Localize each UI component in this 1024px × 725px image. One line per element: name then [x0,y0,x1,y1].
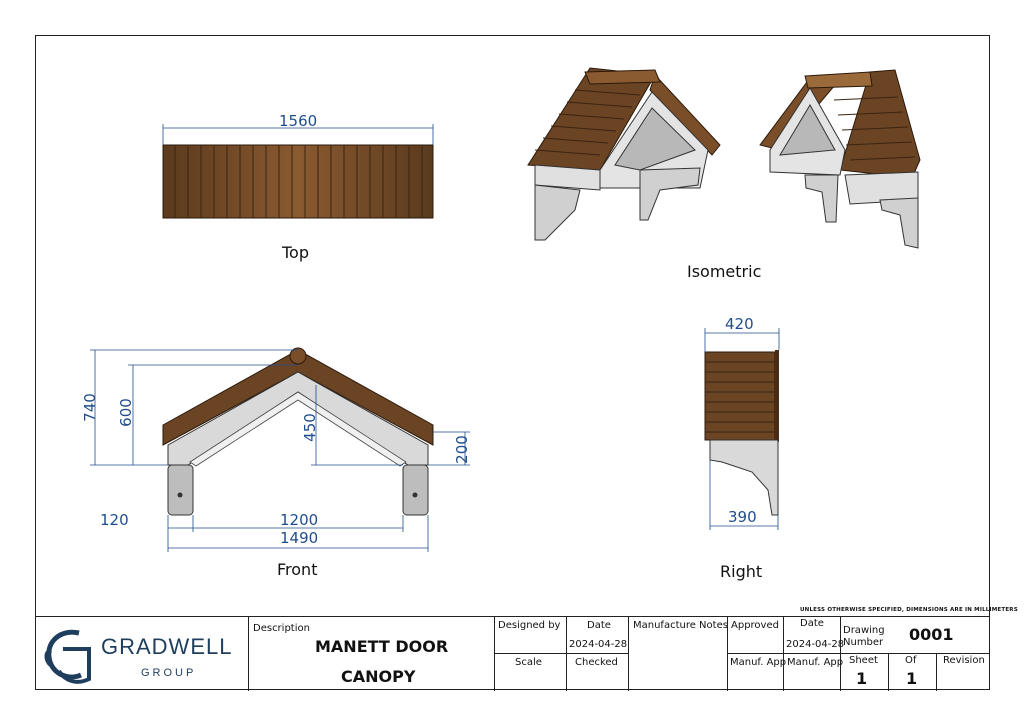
dim-front-height-total: 740 [80,393,99,422]
dim-right-bottom: 390 [728,508,757,526]
company-name: GRADWELL [101,634,233,659]
description-label: Description [253,623,310,634]
dim-front-span-outer: 1490 [280,529,319,547]
drawing-number-label: Drawing Number [843,625,885,648]
dim-right-top: 420 [725,315,754,333]
date-label: Date [587,620,611,631]
dim-front-leg: 120 [100,511,129,529]
right-view-label: Right [720,562,763,581]
dim-front-span-inner: 1200 [280,511,319,529]
manuf-app-label-2: Manuf. App [787,657,844,668]
units-note: UNLESS OTHERWISE SPECIFIED, DIMENSIONS ARE IN MILLIMETERS [800,607,1018,613]
sheet-cell [840,653,888,691]
dim-front-bracket: 200 [452,435,471,464]
manuf-app-label-1: Manuf. App [730,657,787,668]
front-view-label: Front [277,560,318,579]
isometric-view [528,68,920,248]
description-line1: MANETT DOOR [315,637,449,656]
top-view-label: Top [282,243,309,262]
dim-front-apex: 450 [300,413,319,442]
dim-top-width: 1560 [279,112,318,130]
manufacture-notes-cell [628,617,727,691]
right-view [705,328,779,530]
approved-label: Approved [731,620,779,631]
of-cell [888,653,936,691]
title-block [35,616,990,690]
date-cell [566,617,628,691]
of-value: 1 [906,669,918,688]
scale-label: Scale [515,657,542,668]
designed-by-cell [494,617,566,691]
description-cell [248,617,494,691]
sheet-label: Sheet [849,655,878,666]
dim-front-height-inner: 600 [116,398,135,427]
sheet-value: 1 [856,669,868,688]
isometric-view-label: Isometric [687,262,762,281]
of-label: Of [905,655,917,666]
checked-label: Checked [575,657,618,668]
date-value: 2024-04-28 [569,639,628,650]
description-line2: CANOPY [341,667,416,686]
gradwell-logo-icon [41,623,101,689]
revision-cell [936,653,990,691]
drawing-number-cell [840,617,990,653]
designed-divider [494,653,628,654]
manufacture-notes-label: Manufacture Notes [633,620,728,631]
approved-cell [727,617,787,691]
company-subname: GROUP [141,667,197,679]
approved-date-label: Date [800,618,824,629]
drawing-number-value: 0001 [909,625,954,644]
top-view [163,124,433,218]
designed-by-label: Designed by [498,620,561,631]
approved-date-value: 2024-04-28 [786,639,845,650]
approved-date-cell [783,617,845,691]
revision-label: Revision [943,655,985,666]
